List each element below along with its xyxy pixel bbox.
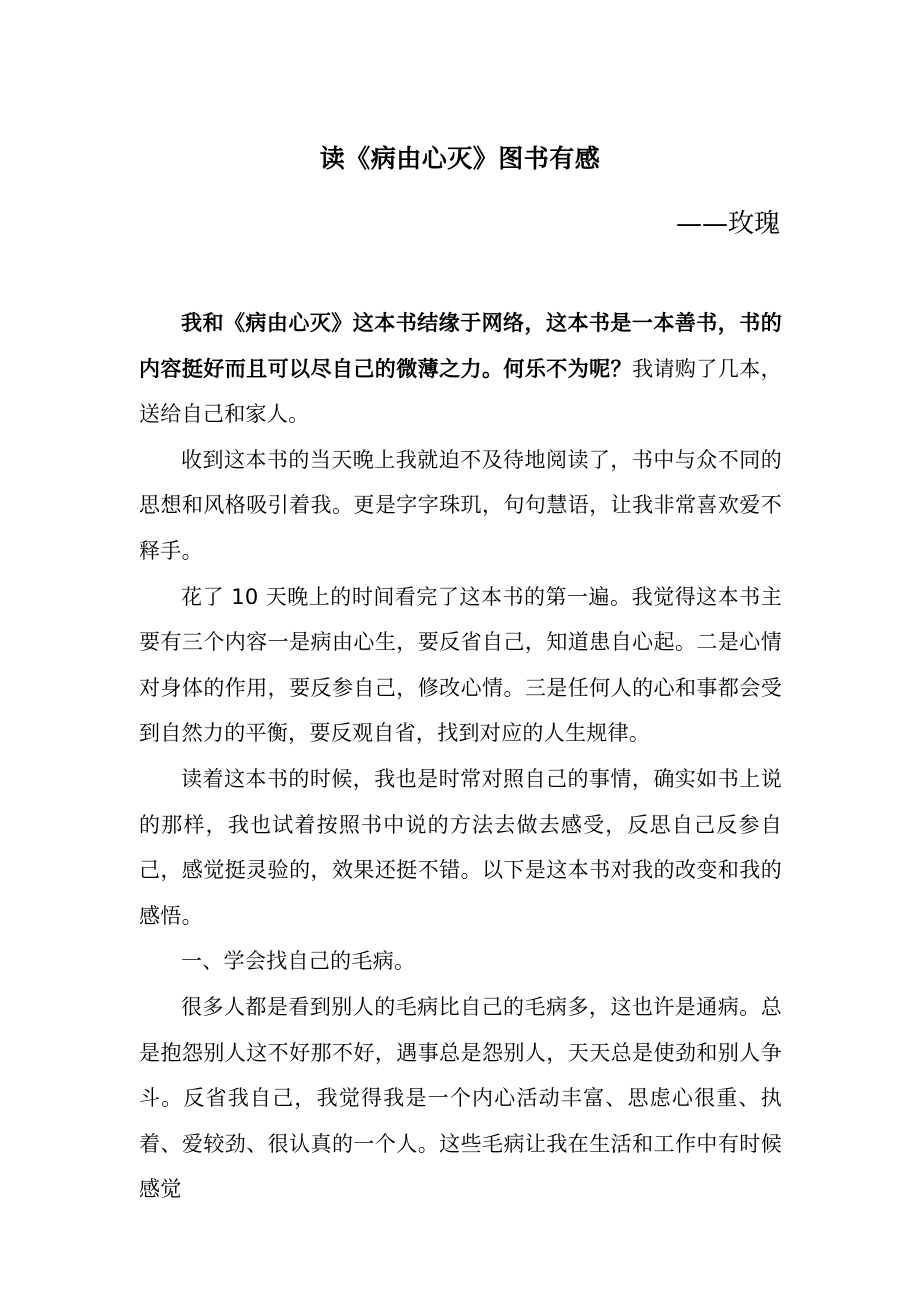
paragraph-1 (139, 301, 782, 438)
paragraph-5 (139, 985, 782, 1213)
paragraph-3-text: 花了 10 天晚上的时间看完了这本书的第一遍。我觉得这本书主要有三个内容一是病由心生，要反省自己，知道患自心起。二是心情对身体的作用，要反参自己，修改心情。三是任何人的心和事都会受到自然力的平衡，要反观自省，找到对应的人生规律。 (139, 584, 782, 746)
paragraph-4-text: 读着这本书的时候，我也是时常对照自己的事情，确实如书上说的那样，我也试着按照书中说的方法去做去感受，反思自己反参自己，感觉挺灵验的，效果还挺不错。以下是这本书对我的改变和我的感悟。 (139, 766, 782, 928)
section-heading-1 (139, 939, 782, 985)
paragraph-5-text: 很多人都是看到别人的毛病比自己的毛病多，这也许是通病。总是抱怨别人这不好那不好，遇事总是怨别人，天天总是使劲和别人争斗。反省我自己，我觉得我是一个内心活动丰富、思虑心很重、执着、爱较劲、很认真的一个人。这些毛病让我在生活和工作中有时候感觉 (139, 994, 782, 1202)
paragraph-1-bold-text: 我和《病由心灭》这本书结缘于网络，这本书是一本善书，书的内容挺好而且可以尽自己的微薄之力。何乐不为呢？ (139, 311, 782, 381)
section-heading-1-text: 一、学会找自己的毛病。 (181, 949, 416, 974)
paragraph-3 (139, 575, 782, 757)
document-title: 读《病由心灭》图书有感 (319, 144, 601, 173)
paragraph-4 (139, 757, 782, 939)
author-line: ——玫瑰 (675, 209, 780, 239)
paragraph-1-text: 我请购了几本，送给自己和家人。 (139, 356, 782, 427)
document-body (139, 301, 782, 1213)
paragraph-2 (139, 438, 782, 575)
paragraph-2-text: 收到这本书的当天晚上我就迫不及待地阅读了，书中与众不同的思想和风格吸引着我。更是字字珠玑，句句慧语，让我非常喜欢爱不释手。 (139, 447, 782, 563)
